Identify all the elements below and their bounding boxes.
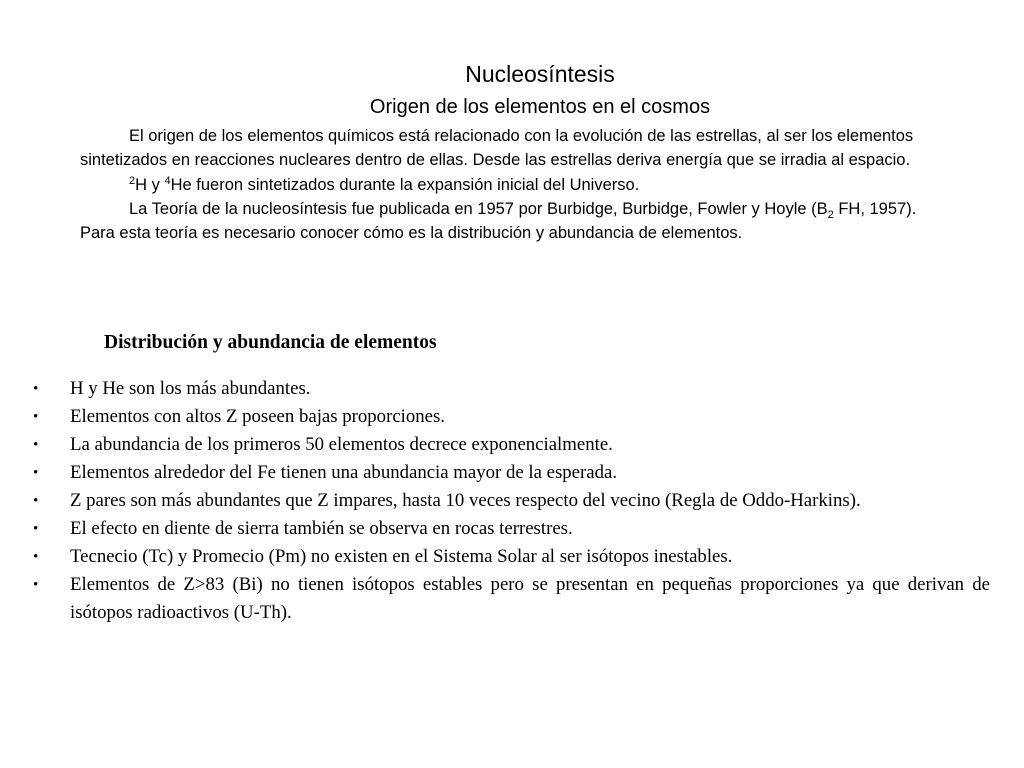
- list-item: [30, 431, 990, 459]
- list-item: [30, 375, 990, 403]
- bullet-icon: •: [33, 549, 39, 565]
- abundance-bullet-list: [30, 375, 990, 627]
- list-item-text: Elementos de Z>83 (Bi) no tienen isótopos estables pero se presentan en pequeñas proporciones ya que derivan de isótopos radioactivos (U-Th).: [70, 574, 990, 623]
- list-item: [30, 543, 990, 571]
- list-item: [30, 515, 990, 543]
- bullet-icon: •: [33, 437, 39, 453]
- list-item-text: Elementos con altos Z poseen bajas proporciones.: [70, 406, 446, 427]
- bullet-icon: •: [33, 465, 39, 481]
- intro-paragraph-3-text-1: La Teoría de la nucleosíntesis fue publicada en 1957 por Burbidge, Burbidge, Fowler y Hoyle (B: [129, 199, 828, 218]
- bullet-icon: •: [33, 577, 39, 593]
- intro-paragraph-2-text-2: He fueron sintetizados durante la expansión inicial del Universo.: [170, 175, 640, 194]
- bullet-icon: •: [33, 381, 39, 397]
- b2-subscript: 2: [827, 208, 834, 221]
- list-item-text: El efecto en diente de sierra también se observa en rocas terrestres.: [70, 518, 573, 539]
- intro-paragraph-3: [80, 197, 952, 246]
- intro-paragraph-1: El origen de los elementos químicos está relacionado con la evolución de las estrellas, al ser los elementos sintetizados en reacciones nucleares dentro de ellas. Desde las estrellas deriva energía que se irradia al espacio.: [80, 127, 914, 170]
- section-title: Distribución y abundancia de elementos: [104, 332, 437, 353]
- slide-title: Nucleosíntesis: [465, 61, 615, 87]
- bullet-icon: •: [33, 493, 39, 509]
- list-item-text: Z pares son más abundantes que Z impares, hasta 10 veces respecto del vecino (Regla de Oddo-Harkins).: [70, 490, 861, 511]
- bullet-icon: •: [33, 409, 39, 425]
- mass-number-2: 2: [129, 174, 136, 187]
- list-item-text: Elementos alrededor del Fe tienen una abundancia mayor de la esperada.: [70, 462, 618, 483]
- bullet-icon: •: [33, 521, 39, 537]
- intro-paragraph-3-text-2: FH, 1957). Para esta teoría es necesario conocer cómo es la distribución y abundancia de elementos.: [80, 199, 917, 243]
- list-item-text: Tecnecio (Tc) y Promecio (Pm) no existen en el Sistema Solar al ser isótopos inestables.: [70, 546, 733, 567]
- list-item: [30, 571, 990, 627]
- mass-number-4: 4: [164, 174, 171, 187]
- intro-paragraph-2-text-1: H y: [135, 175, 165, 194]
- list-item-text: La abundancia de los primeros 50 elementos decrece exponencialmente.: [70, 434, 613, 455]
- list-item: [30, 403, 990, 431]
- slide-subtitle: Origen de los elementos en el cosmos: [369, 96, 711, 118]
- intro-text: [80, 124, 952, 245]
- list-item: [30, 487, 990, 515]
- list-item: [30, 459, 990, 487]
- intro-paragraph-2: [80, 173, 952, 197]
- list-item-text: H y He son los más abundantes.: [70, 378, 311, 399]
